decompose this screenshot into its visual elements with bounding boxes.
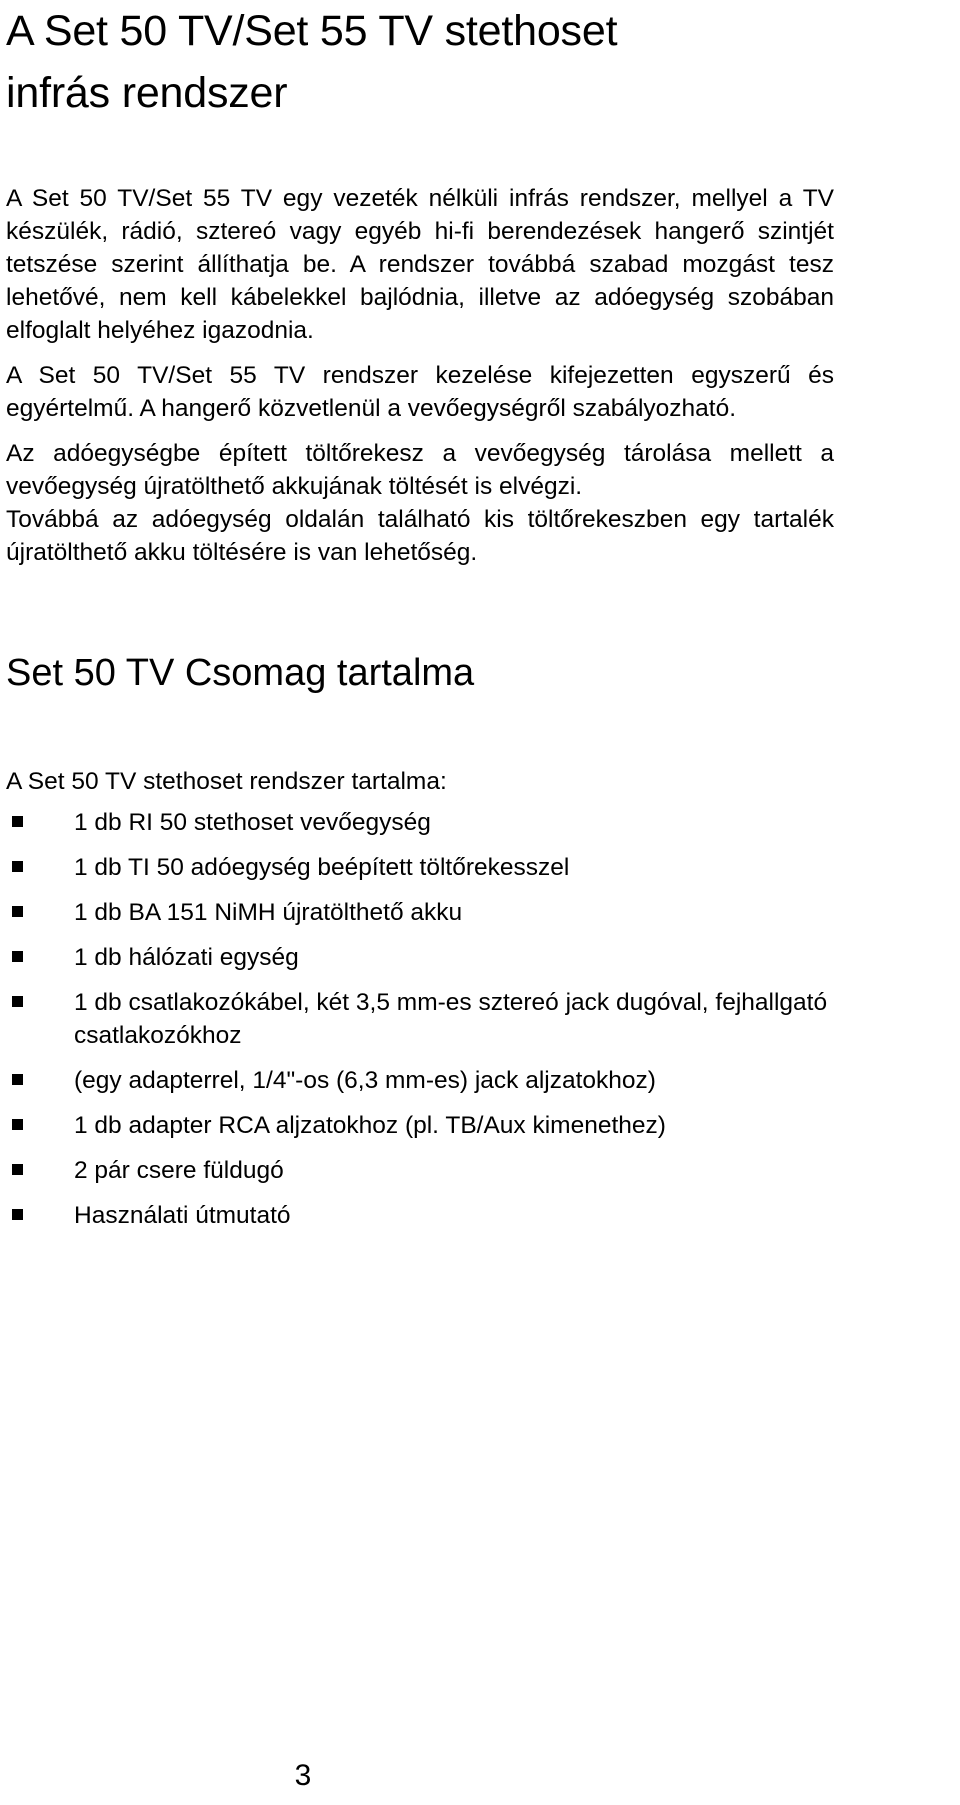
- list-item: 1 db BA 151 NiMH újratölthető akku: [6, 896, 834, 929]
- intro-text: [6, 182, 834, 569]
- list-item: 1 db csatlakozókábel, két 3,5 mm-es sztereó jack dugóval, fejhallgató csatlakozókhoz: [6, 986, 834, 1052]
- square-bullet-icon: [12, 1074, 23, 1085]
- square-bullet-icon: [12, 1119, 23, 1130]
- list-item: Használati útmutató: [6, 1199, 834, 1232]
- package-contents-list: [6, 806, 834, 1232]
- square-bullet-icon: [12, 861, 23, 872]
- paragraph-usage: A Set 50 TV/Set 55 TV rendszer kezelése kifejezetten egyszerű és egyértelmű. A hangerő közvetlenül a vevőegységről szabályozható.: [6, 362, 834, 422]
- title-line-2: infrás rendszer: [6, 69, 288, 117]
- document-title: [6, 0, 834, 124]
- list-title: A Set 50 TV stethoset rendszer tartalma:: [6, 768, 447, 795]
- list-item: 1 db adapter RCA aljzatokhoz (pl. TB/Aux kimenethez): [6, 1109, 834, 1142]
- square-bullet-icon: [12, 1209, 23, 1220]
- paragraph-charging: Az adóegységbe épített töltőrekesz a vevőegység tárolása mellett a vevőegység újratölthető akkujának töltését is elvégzi.: [6, 440, 834, 500]
- square-bullet-icon: [12, 951, 23, 962]
- square-bullet-icon: [12, 996, 23, 1007]
- page-number: 3: [294, 1759, 312, 1792]
- square-bullet-icon: [12, 816, 23, 827]
- paragraph-intro: A Set 50 TV/Set 55 TV egy vezeték nélküli infrás rendszer, mellyel a TV készülék, rádió, sztereó vagy egyéb hi-fi berendezések hangerő szintjét tetszése szerint állíthatja be. A rendszer továbbá szabad mozgást tesz lehetővé, nem kell kábelekkel bajlódnia, illetve az adóegység szobában elfoglalt helyéhez igazodnia.: [6, 185, 834, 344]
- list-item: (egy adapterrel, 1/4"-os (6,3 mm-es) jack aljzatokhoz): [6, 1064, 834, 1097]
- square-bullet-icon: [12, 906, 23, 917]
- square-bullet-icon: [12, 1164, 23, 1175]
- section-heading: Set 50 TV Csomag tartalma: [6, 652, 475, 694]
- paragraph-spare-battery: Továbbá az adóegység oldalán található kis töltőrekeszben egy tartalék újratölthető akku töltésére is van lehetőség.: [6, 506, 834, 566]
- list-item: 1 db TI 50 adóegység beépített töltőrekesszel: [6, 851, 834, 884]
- list-item: 1 db RI 50 stethoset vevőegység: [6, 806, 834, 839]
- document-page: [6, 0, 834, 1244]
- list-item: 1 db hálózati egység: [6, 941, 834, 974]
- title-line-1: A Set 50 TV/Set 55 TV stethoset: [6, 7, 618, 55]
- list-item: 2 pár csere füldugó: [6, 1154, 834, 1187]
